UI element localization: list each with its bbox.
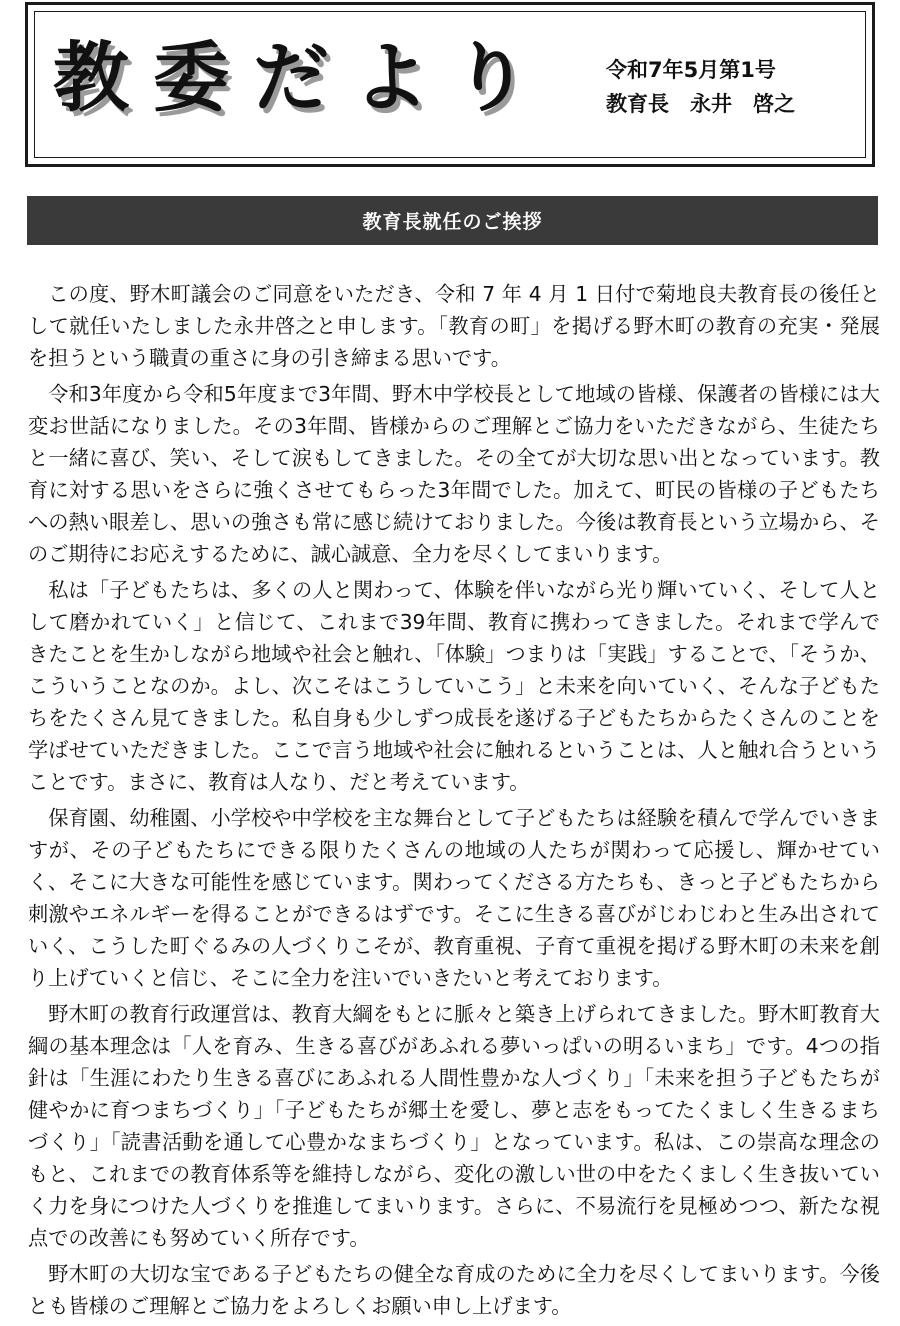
issue-info [606, 53, 795, 121]
masthead [25, 2, 875, 167]
paragraph: 野木町の教育行政運営は、教育大綱をもとに脈々と築き上げられてきました。野木町教育大綱の基本理念は「人を育み、生きる喜びがあふれる夢いっぱいの明るいまち」です。4つの指針は「生涯にわたり生きる喜びにあふれる人間性豊かな人づくり」「未来を担う子どもたちが健やかに育つまちづくり」「子どもたちが郷土を愛し、夢と志をもってたくましく生きるまちづくり」「読書活動を通して心豊かなまちづくり」となっています。私は、この崇高な理念のもと、これまでの教育体系等を維持しながら、変化の激しい世の中をたくましく生き抜いていく力を身につけた人づくりを推進してまいります。さらに、不易流行を見極めつつ、新たな視点での改善にも努めていく所存です。 [28, 1002, 880, 1250]
article-body [28, 278, 880, 1326]
section-heading-bar [27, 196, 878, 245]
paragraph: 令和3年度から令和5年度まで3年間、野木中学校長として地域の皆様、保護者の皆様には大変お世話になりました。その3年間、皆様からのご理解とご協力をいただきながら、生徒たちと一緒に喜び、笑い、そして涙もしてきました。その全てが大切な思い出となっています。教育に対する思いをさらに強くさせてもらった3年間でした。加えて、町民の皆様の子どもたちへの熱い眼差し、思いの強さも常に感じ続けておりました。今後は教育長という立場から、そのご期待にお応えするために、誠心誠意、全力を尽くしてまいります。 [28, 382, 880, 566]
paragraph: 保育園、幼稚園、小学校や中学校を主な舞台として子どもたちは経験を積んで学んでいきますが、その子どもたちにできる限りたくさんの地域の人たちが関わって応援し、輝かせていく、そこに大きな可能性を感じています。関わってくださる方たちも、きっと子どもたちから刺激やエネルギーを得ることができるはずです。そこに生きる喜びがじわじわと生み出されていく、こうした町ぐるみの人づくりこそが、教育重視、子育て重視を掲げる野木町の未来を創り上げていくと信じ、そこに全力を注いでいきたいと考えております。 [28, 806, 880, 990]
paragraph: この度、野木町議会のご同意をいただき、令和 7 年 4 月 1 日付で菊地良夫教育長の後任として就任いたしました永井啓之と申します。「教育の町」を掲げる野木町の教育の充実・発展を担うという職責の重さに身の引き締まる思いです。 [28, 282, 880, 370]
author-name: 教育長 永井 啓之 [606, 92, 795, 116]
issue-number: 令和7年5月第1号 [606, 58, 776, 82]
section-title: 教育長就任のご挨拶 [362, 211, 543, 233]
newsletter-title: 教委だより [53, 33, 553, 122]
paragraph: 私は「子どもたちは、多くの人と関わって、体験を伴いながら光り輝いていく、そして人として磨かれていく」と信じて、これまで39年間、教育に携わってきました。それまで学んできたことを生かしながら地域や社会と触れ、「体験」つまりは「実践」することで、「そうか、こういうことなのか。よし、次こそはこうしていこう」と未来を向いていく、そんな子どもたちをたくさん見てきました。私自身も少しずつ成長を遂げる子どもたちからたくさんのことを学ばせていただきました。ここで言う地域や社会に触れるということは、人と触れ合うということです。まさに、教育は人なり、だと考えています。 [28, 578, 880, 794]
paragraph: 野木町の大切な宝である子どもたちの健全な育成のために全力を尽くしてまいります。今後とも皆様のご理解とご協力をよろしくお願い申し上げます。 [28, 1262, 880, 1318]
